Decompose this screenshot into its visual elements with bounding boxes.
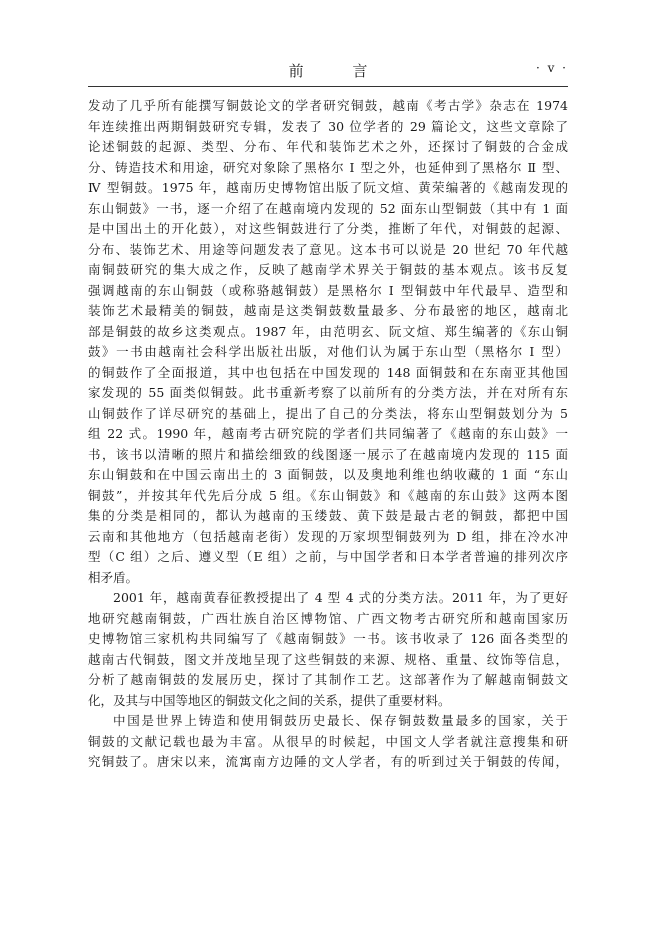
text-line: 东山铜鼓和在中国云南出土的 3 面铜鼓，以及奥地利维也纳收藏的 1 面 “东山	[88, 467, 568, 482]
text-line: 地研究越南铜鼓，广西壮族自治区博物馆、广西文物考古研究所和越南国家历	[88, 610, 568, 626]
running-header-title: 前 言	[288, 62, 390, 80]
body-text	[88, 96, 568, 773]
text-line: 书，该书以清晰的照片和描绘细致的线图逐一展示了在越南境内发现的 115 面	[88, 446, 568, 462]
text-line: 铜鼓”，并按其年代先后分成 5 组。《东山铜鼓》和《越南的东山鼓》这两本图	[88, 487, 568, 503]
text-line: 东山铜鼓》一书，逐一介绍了在越南境内发现的 52 面东山型铜鼓（其中有 1 面	[88, 200, 568, 216]
text-line: 论述铜鼓的起源、类型、分布、年代和装饰艺术之外，还探讨了铜鼓的合金成	[88, 139, 568, 154]
running-header	[88, 60, 568, 84]
text-line: 究铜鼓了。唐宋以来，流寓南方边陲的文人学者，有的听到过关于铜鼓的传闻，	[88, 754, 568, 769]
text-line: Ⅳ 型铜鼓。1975 年，越南历史博物馆出版了阮文煊、黄荣编著的《越南发现的	[88, 180, 568, 195]
text-line: 家发现的 55 面类似铜鼓。此书重新考察了以前所有的分类方法，并在对所有东	[88, 385, 568, 400]
text-line: 的铜鼓作了全面报道，其中也包括在中国发现的 148 面铜鼓和在东南亚其他国	[88, 364, 568, 380]
text-line: 分布、装饰艺术、用途等问题发表了意见。这本书可以说是 20 世纪 70 年代越	[88, 241, 568, 257]
text-line: 是中国出土的开化鼓），对这些铜鼓进行了分类，推断了年代，对铜鼓的起源、	[88, 221, 568, 236]
text-line: 鼓》一书由越南社会科学出版社出版，对他们认为属于东山型（黑格尔 Ⅰ 型）	[88, 344, 568, 359]
text-line: 分析了越南铜鼓的发展历史，探讨了其制作工艺。这部著作为了解越南铜鼓文	[88, 672, 568, 687]
text-line: 铜鼓的文献记载也最为丰富。从很早的时候起，中国文人学者就注意搜集和研	[88, 733, 568, 749]
text-line: 发动了几乎所有能撰写铜鼓论文的学者研究铜鼓，越南《考古学》杂志在 1974	[88, 98, 568, 113]
text-line: 型（C 组）之后、遵义型（E 组）之前，与中国学者和日本学者普遍的排列次序	[88, 549, 568, 564]
text-line: 强调越南的东山铜鼓（或称骆越铜鼓）是黑格尔 Ⅰ 型铜鼓中年代最早、造型和	[88, 282, 568, 298]
text-line: 装饰艺术最精美的铜鼓，越南是这类铜鼓数量最多、分布最密的地区，越南北	[88, 303, 568, 318]
paragraph-first-line: 中国是世界上铸造和使用铜鼓历史最长、保存铜鼓数量最多的国家，关于	[113, 713, 568, 728]
text-line: 史博物馆三家机构共同编写了《越南铜鼓》一书。该书收录了 126 面各类型的	[88, 631, 568, 646]
text-line: 年连续推出两期铜鼓研究专辑，发表了 30 位学者的 29 篇论文，这些文章除了	[88, 118, 568, 134]
text-line: 南铜鼓研究的集大成之作，反映了越南学术界关于铜鼓的基本观点。该书反复	[88, 262, 568, 277]
text-line: 集的分类是相同的，都认为越南的玉缕鼓、黄下鼓是最古老的铜鼓，都把中国	[88, 508, 568, 523]
paragraph-end-line: 化，及其与中国等地区的铜鼓文化之间的关系，提供了重要材料。	[88, 692, 451, 708]
text-line: 部是铜鼓的故乡这类观点。1987 年，由范明玄、阮文煊、郑生编著的《东山铜	[88, 323, 568, 339]
paragraph-first-line: 2001 年，越南黄春征教授提出了 4 型 4 式的分类方法。2011 年，为了更好	[113, 590, 568, 605]
text-line: 云南和其他地方（包括越南老街）发现的万家坝型铜鼓列为 D 组，排在冷水冲	[88, 528, 568, 544]
page-number: · v ·	[535, 61, 568, 75]
paragraph-end-line: 相矛盾。	[88, 569, 139, 585]
text-line: 组 22 式。1990 年，越南考古研究院的学者们共同编著了《越南的东山鼓》一	[88, 426, 568, 441]
text-line: 分、铸造技术和用途，研究对象除了黑格尔 Ⅰ 型之外，也延伸到了黑格尔 Ⅱ 型、	[88, 159, 568, 175]
text-line: 越南古代铜鼓，图文并茂地呈现了这些铜鼓的来源、规格、重量、纹饰等信息，	[88, 651, 568, 667]
header-rule	[88, 86, 568, 87]
text-line: 山铜鼓作了详尽研究的基础上，提出了自己的分类法，将东山型铜鼓划分为 5	[88, 405, 568, 421]
